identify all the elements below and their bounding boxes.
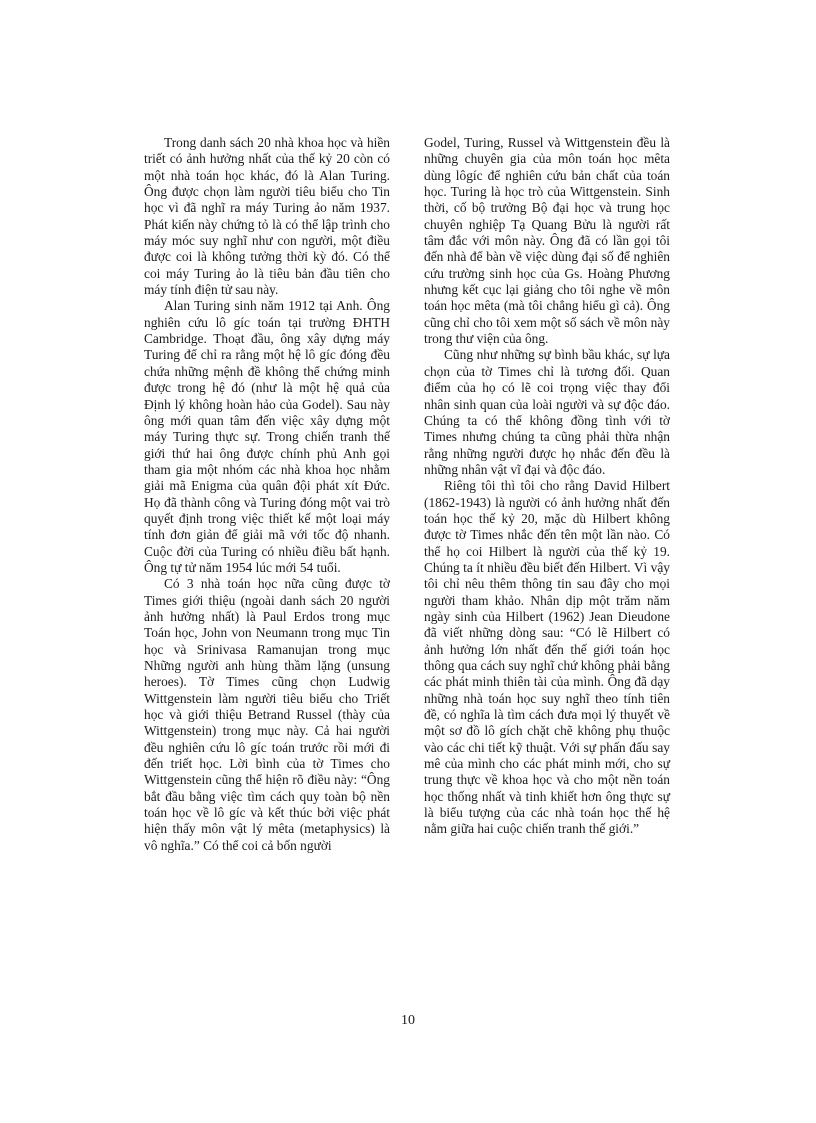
paragraph: Godel, Turing, Russel và Wittgenstein đều là những chuyên gia của môn toán học mêta dùng lôgíc để nghiên cứu bản chất của toán học. Turing là học trò của Wittgenstein. Sinh thời, cố bộ trưởng Bộ đại học và trung học chuyên nghiệp Tạ Quang Bửu là người rất tâm đắc với môn này. Ông đã có lần gọi tôi đến nhà để bàn về việc dùng đại số để nghiên cứu trường sinh học của Gs. Hoàng Phương nhưng kết cục lại giảng cho tôi nghe về môn toán học mêta (mà tôi chẳng hiểu gì cả). Ông cũng chỉ cho tôi xem một số sách về môn này trong thư viện của ông.: [424, 135, 670, 347]
left-column: [144, 135, 390, 854]
paragraph: Riêng tôi thì tôi cho rằng David Hilbert (1862-1943) là người có ảnh hưởng nhất đến toán học thế kỷ 20, mặc dù Hilbert không được tờ Times nhắc đến tên một lần nào. Có thể họ coi Hilbert là người của thế kỷ 19. Chúng ta ít nhiều đều biết đến Hilbert. Vì vậy tôi chỉ nêu thêm thông tin sau đây cho mọi người tham khảo. Nhân dịp một trăm năm ngày sinh của Hilbert (1962) Jean Dieudone đã viết những dòng sau: “Có lẽ Hilbert có ảnh hưởng lớn nhất đến thế giới toán học thông qua cách suy nghĩ chứ không phải bằng các phát minh thiên tài của mình. Ông đã dạy những nhà toán học suy nghĩ theo tính tiên đề, có nghĩa là tìm cách đưa mọi lý thuyết về một sơ đồ lô gích chặt chẽ không phụ thuộc vào các chi tiết kỹ thuật. Với sự phấn đấu say mê của mình cho các phát minh mới, cho sự trung thực về khoa học và cho một nền toán học thống nhất và tinh khiết hơn ông thực sự là biểu tượng của các nhà toán học thế hệ nằm giữa hai cuộc chiến tranh thế giới.”: [424, 478, 671, 837]
paragraph: Cũng như những sự bình bầu khác, sự lựa chọn của tờ Times chỉ là tương đối. Quan điểm của họ có lẽ coi trọng việc thay đổi nhân sinh quan của loài người và sự độc đáo. Chúng ta có thể không đồng tình với tờ Times nhưng chúng ta cũng phải thừa nhận rằng những người được họ nhắc đến đều là những nhân vật vĩ đại và độc đáo.: [424, 347, 670, 477]
paragraph: Alan Turing sinh năm 1912 tại Anh. Ông nghiên cứu lô gíc toán tại trường ĐHTH Cambridge. Thoạt đầu, ông xây dựng máy Turing để chỉ ra rằng một hệ lô gíc đóng đều chứa những mệnh đề không thể chứng minh được trong hệ đó (như là một hệ quả của Định lý không hoàn hảo của Godel). Sau này ông mới quan tâm đến việc xây dựng một máy Turing thực sự. Trong chiến tranh thế giới thứ hai ông được chính phủ Anh gọi tham gia một nhóm các nhà khoa học nhằm giải mã Enigma của quân đội phát xít Đức. Họ đã thành công và Turing đóng một vai trò quyết định trong việc thiết kế một loại máy tính đơn giản để giải mã với tốc độ nhanh. Cuộc đời của Turing có nhiều điều bất hạnh. Ông tự tử năm 1954 lúc mới 54 tuổi.: [144, 298, 390, 575]
paragraph: Có 3 nhà toán học nữa cũng được tờ Times giới thiệu (ngoài danh sách 20 người ảnh hưởng nhất) là Paul Erdos trong mục Toán học, John von Neumann trong mục Tin học và Srinivasa Ramanujan trong mục Những người anh hùng thầm lặng (unsung heroes). Tờ Times cũng chọn Ludwig Wittgenstein làm người tiêu biểu cho Triết học và giới thiệu Betrand Russel (thày của Wittgenstein) trong mục này. Cả hai người đều nghiên cứu lô gíc toán trước rồi mới đi đến triết học. Lời bình của tờ Times cho Wittgenstein cũng thể hiện rõ điều này: “Ông bắt đầu bằng việc tìm cách quy toàn bộ nền toán học về lô gíc và kết thúc bởi việc phát hiện thấy môn vật lý mêta (metaphysics) là vô nghĩa.” Có thể coi cả bốn người: [144, 576, 390, 853]
page-number: 10: [401, 1013, 415, 1028]
paragraph: Trong danh sách 20 nhà khoa học và hiền triết có ảnh hưởng nhất của thế kỷ 20 còn có một nhà toán học khác, đó là Alan Turing. Ông được chọn làm người tiêu biểu cho Tin học vì đã nghĩ ra máy Turing ảo năm 1937. Phát kiến này chứng tỏ là có thể lập trình cho máy móc suy nghĩ như con người, một điều được coi là không tưởng thời kỳ đó. Có thể coi máy Turing ảo là tiêu bản đầu tiên cho máy tính điện tử sau này.: [144, 135, 390, 298]
right-column: [424, 135, 670, 838]
